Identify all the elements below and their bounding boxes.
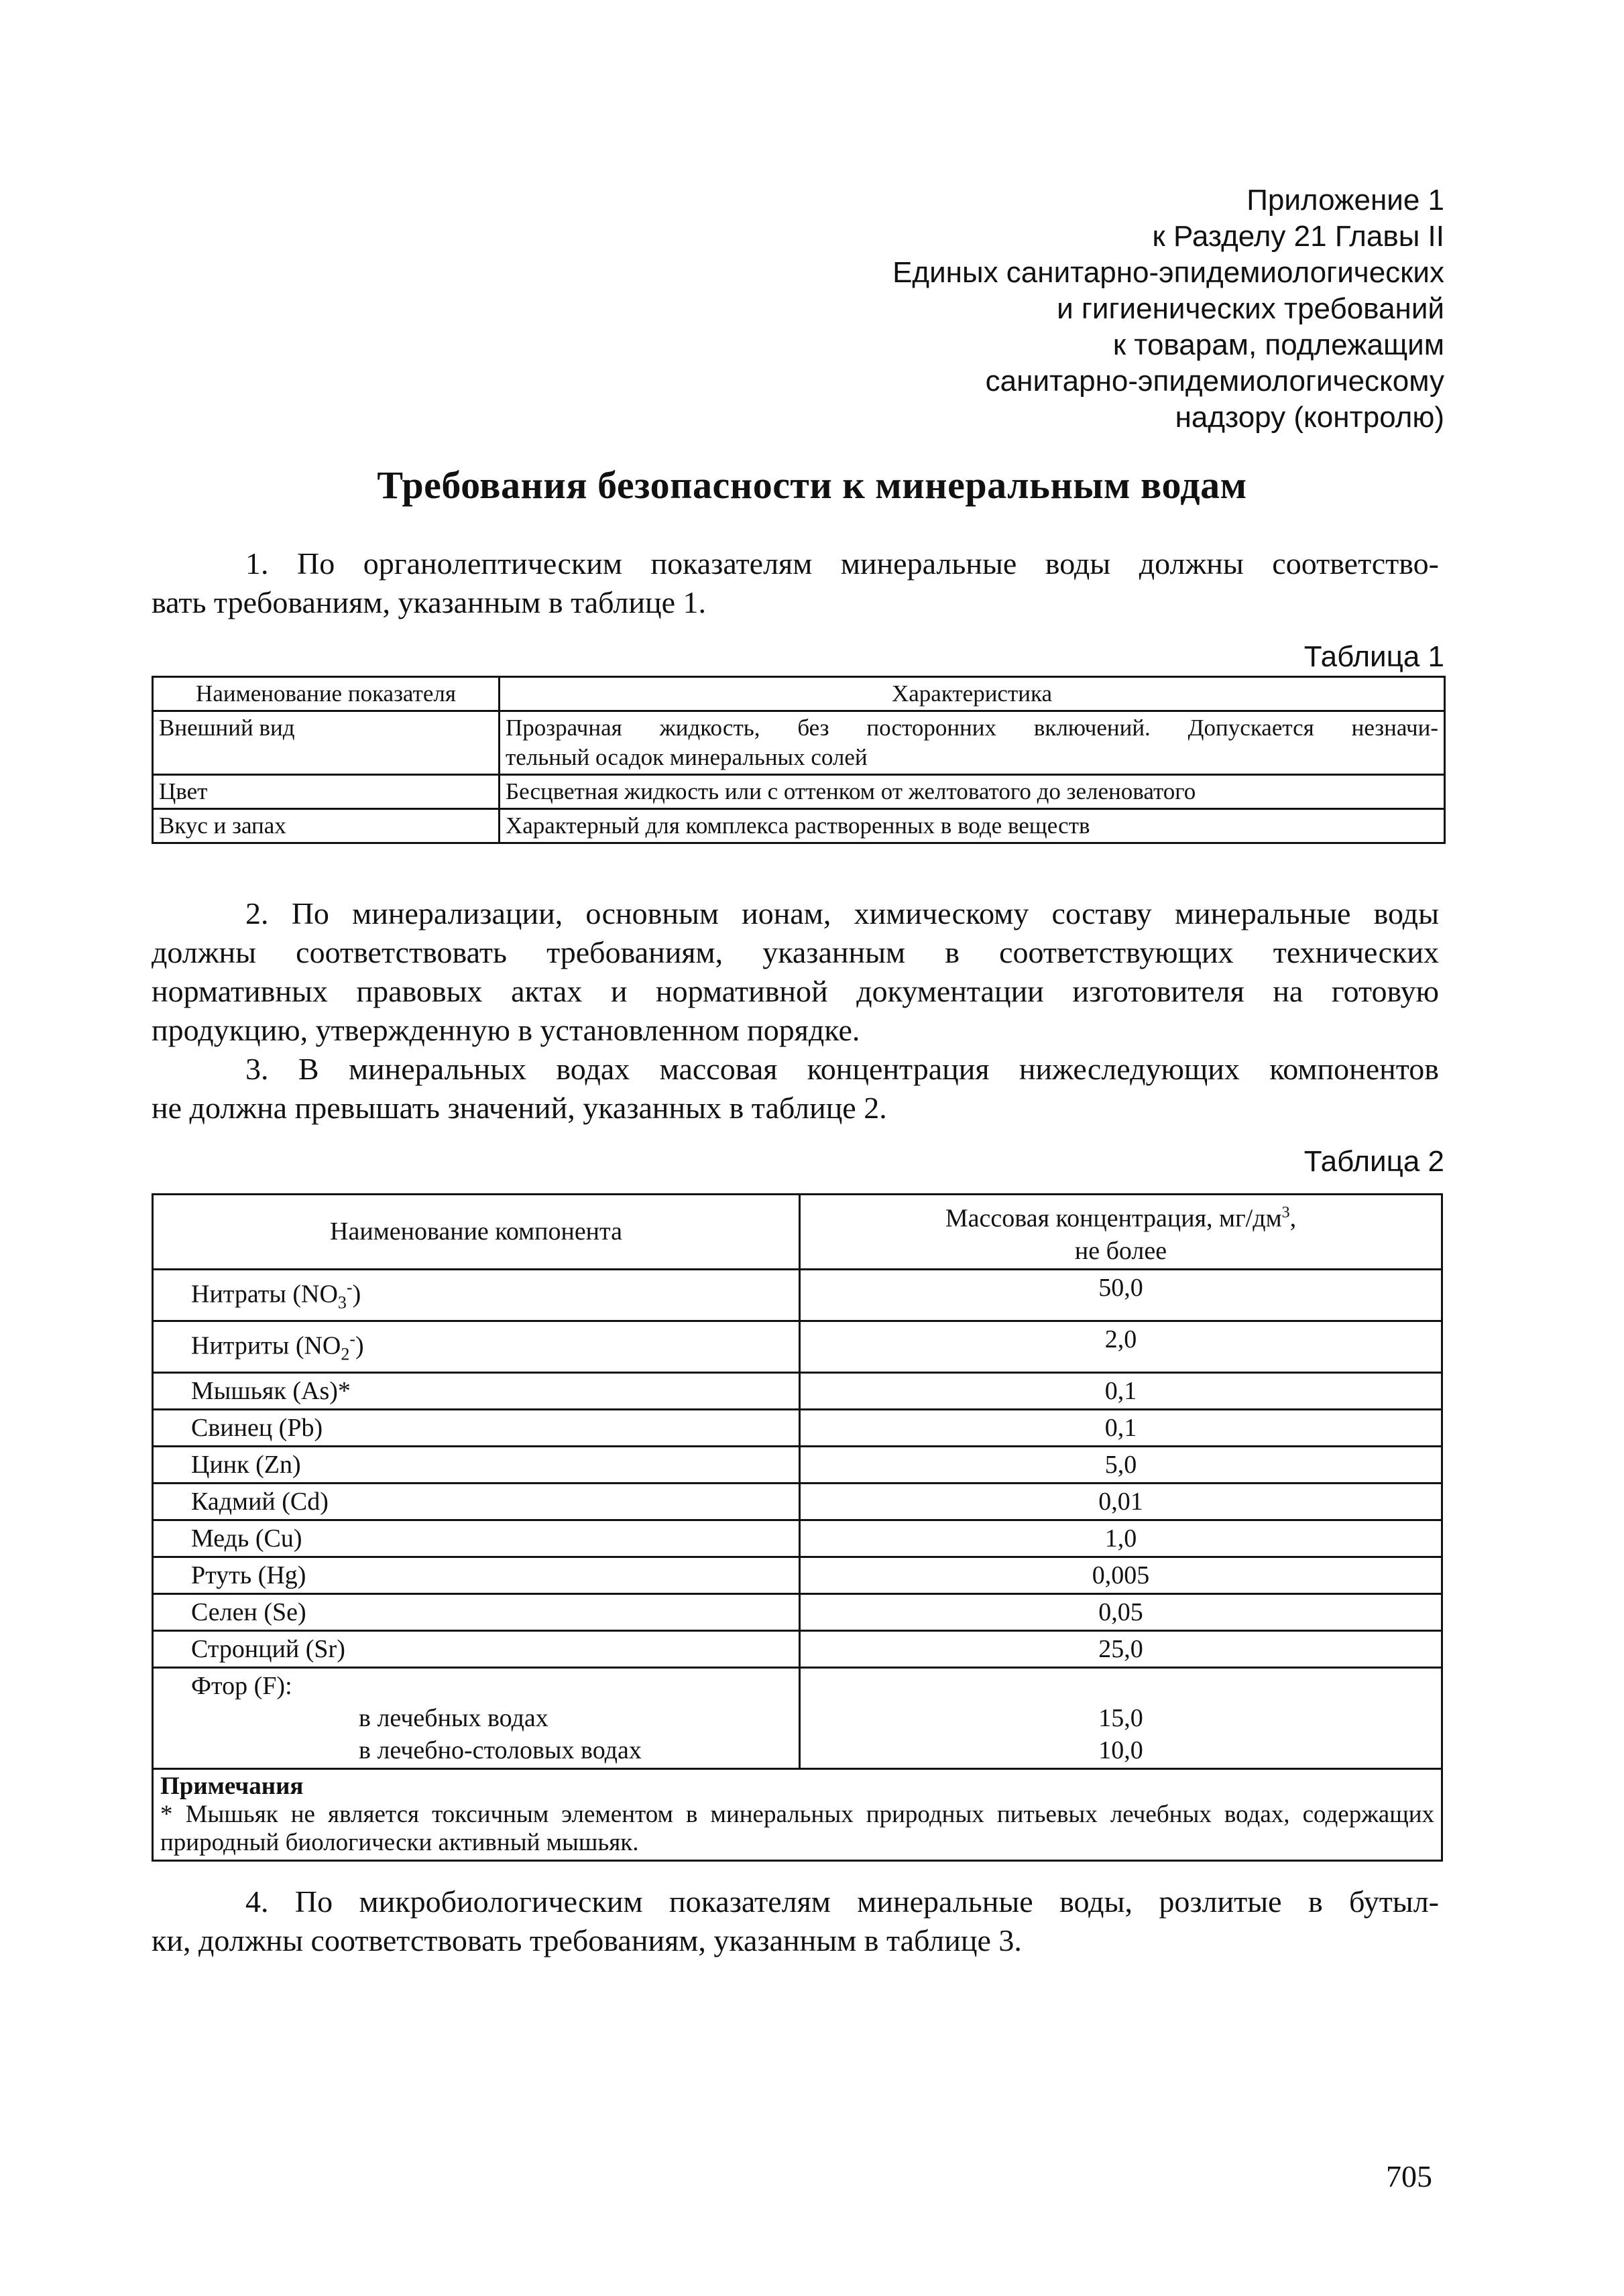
table-cell-name: Внешний вид: [153, 711, 500, 775]
appendix-header-line: к товарам, подлежащим: [1112, 328, 1444, 361]
cell-line: тельный осадок минеральных солей: [506, 744, 868, 770]
table-cell-name: [153, 1373, 800, 1410]
component-name: Нитраты (NO: [191, 1280, 338, 1309]
component-name-tail: ): [355, 1331, 364, 1360]
table-row: [153, 711, 1445, 775]
paragraph-line: 4. По микробиологическим показателям минеральные воды, розлитые в бутыл-: [245, 1884, 1439, 1919]
table-cell-value: 0,01: [800, 1484, 1442, 1520]
table-cell-value: 2,0: [800, 1321, 1442, 1372]
component-name: Нитриты (NO: [191, 1331, 341, 1360]
table-note: [153, 1769, 1442, 1861]
note-title: Примечания: [160, 1772, 304, 1801]
header-text: ,: [1289, 1204, 1297, 1233]
table-1: [152, 676, 1446, 844]
component-subscript: 3: [337, 1292, 347, 1312]
table-1-caption: Таблица 1: [1303, 640, 1444, 673]
fluor-label: Фтор (F):: [191, 1672, 292, 1701]
note-text: * Мышьяк не является токсичным элементом в минеральных природных питьевых лечебных водах, содержащих природный биологически активный мышьяк.: [160, 1801, 1434, 1857]
table-header-cell: Наименование компонента: [153, 1195, 800, 1270]
table-row: [153, 1373, 1442, 1410]
table-header-row: [153, 677, 1445, 711]
table-cell-name: [153, 1631, 800, 1668]
table-row: [153, 775, 1445, 809]
appendix-header-line: к Разделу 21 Главы II: [1152, 220, 1444, 253]
table-row: [153, 1631, 1442, 1668]
table-cell-value: [800, 1668, 1442, 1769]
paragraph-line: продукцию, утвержденную в установленном порядке.: [152, 1013, 860, 1047]
paragraph-1: [152, 544, 1439, 622]
page-number: 705: [1386, 2159, 1432, 2193]
table-cell-name: [153, 1484, 800, 1520]
paragraph-line: нормативных правовых актах и нормативной документации изготовителя на готовую: [152, 974, 1439, 1008]
header-sup: 3: [1281, 1204, 1290, 1221]
fluor-sub-2: в лечебно-столовых водах: [359, 1736, 642, 1765]
table-cell-value: 0,1: [800, 1373, 1442, 1410]
component-name: Мышьяк (As)*: [191, 1377, 351, 1406]
table-cell-name: [153, 1594, 800, 1631]
table-cell-value: 0,1: [800, 1410, 1442, 1447]
component-subscript: 2: [341, 1344, 350, 1364]
table-row-fluor: [153, 1668, 1442, 1769]
table-row: [153, 1410, 1442, 1447]
table-cell-value: 0,05: [800, 1594, 1442, 1631]
table-row: [153, 809, 1445, 843]
fluor-val-2: 10,0: [1098, 1736, 1143, 1765]
component-name: Ртуть (Hg): [191, 1561, 306, 1590]
table-cell-name: [153, 1447, 800, 1484]
table-row: [153, 1269, 1442, 1321]
component-name-tail: ): [352, 1280, 361, 1309]
table-cell-value: Характерный для комплекса растворенных в воде веществ: [500, 809, 1445, 843]
table-cell-value: Бесцветная жидкость или с оттенком от желтоватого до зеленоватого: [500, 775, 1445, 809]
paragraph-line: 1. По органолептическим показателям минеральные воды должны соответство-: [245, 546, 1439, 581]
paragraph-line: 2. По минерализации, основным ионам, химическому составу минеральные воды: [245, 896, 1439, 930]
fluor-val-1: 15,0: [1098, 1704, 1143, 1733]
paragraph-2: [152, 894, 1439, 1050]
table-2-caption: Таблица 2: [1303, 1145, 1444, 1178]
page-title: Требования безопасности к минеральным водам: [377, 463, 1247, 507]
table-cell-value: [500, 711, 1445, 775]
table-cell-name: Вкус и запах: [153, 809, 500, 843]
table-cell-name: [153, 1321, 800, 1372]
table-cell-name: [153, 1520, 800, 1557]
table-note-row: [153, 1769, 1442, 1861]
cell-line: Прозрачная жидкость, без посторонних включений. Допускается незначи-: [506, 715, 1438, 741]
appendix-header-line: и гигиенических требований: [1057, 292, 1444, 325]
paragraph-line: должны соответствовать требованиям, указанным в соответствующих технических: [152, 935, 1439, 969]
paragraph-line: не должна превышать значений, указанных в таблице 2.: [152, 1091, 887, 1125]
table-cell-value: 1,0: [800, 1520, 1442, 1557]
table-cell-name: [153, 1668, 800, 1769]
table-cell-name: Цвет: [153, 775, 500, 809]
component-name: Свинец (Pb): [191, 1414, 323, 1443]
table-row: [153, 1557, 1442, 1594]
component-name: Кадмий (Cd): [191, 1488, 329, 1516]
table-header-cell: Наименование показателя: [153, 677, 500, 711]
paragraph-4: [152, 1882, 1439, 1960]
table-header-cell: [800, 1195, 1442, 1270]
table-row: [153, 1447, 1442, 1484]
table-cell-name: [153, 1269, 800, 1321]
table-cell-value: 0,005: [800, 1557, 1442, 1594]
appendix-header: [892, 182, 1444, 436]
component-name: Стронций (Sr): [191, 1635, 345, 1664]
table-cell-value: 5,0: [800, 1447, 1442, 1484]
table-header-cell: Характеристика: [500, 677, 1445, 711]
header-line: [807, 1197, 1434, 1235]
table-cell-value: 25,0: [800, 1631, 1442, 1668]
header-text: Массовая концентрация, мг/дм: [945, 1204, 1282, 1233]
table-cell-name: [153, 1410, 800, 1447]
component-name: Цинк (Zn): [191, 1451, 301, 1479]
component-name: Медь (Cu): [191, 1524, 302, 1553]
table-cell-name: [153, 1557, 800, 1594]
component-superscript: -: [346, 1277, 353, 1297]
spacer: [807, 1670, 1434, 1702]
table-cell-value: 50,0: [800, 1269, 1442, 1321]
table-row: [153, 1520, 1442, 1557]
appendix-header-line: Приложение 1: [1246, 184, 1444, 217]
paragraph-line: вать требованиям, указанным в таблице 1.: [152, 585, 707, 619]
table-row: [153, 1594, 1442, 1631]
table-header-row: [153, 1195, 1442, 1270]
fluor-sub-1: в лечебных водах: [359, 1704, 548, 1733]
table-2: [152, 1193, 1443, 1862]
table-row: [153, 1484, 1442, 1520]
appendix-header-line: санитарно-эпидемиологическому: [985, 365, 1444, 398]
header-line: не более: [1074, 1236, 1167, 1265]
paragraph-line: ки, должны соответствовать требованиям, указанным в таблице 3.: [152, 1923, 1022, 1957]
component-name: Селен (Se): [191, 1598, 306, 1627]
paragraph-line: 3. В минеральных водах массовая концентрация нижеследующих компонентов: [245, 1052, 1439, 1086]
appendix-header-line: надзору (контролю): [1175, 401, 1444, 434]
paragraph-3: [152, 1050, 1439, 1128]
table-row: [153, 1321, 1442, 1372]
component-superscript: -: [349, 1329, 356, 1349]
appendix-header-line: Единых санитарно-эпидемиологических: [892, 256, 1444, 289]
